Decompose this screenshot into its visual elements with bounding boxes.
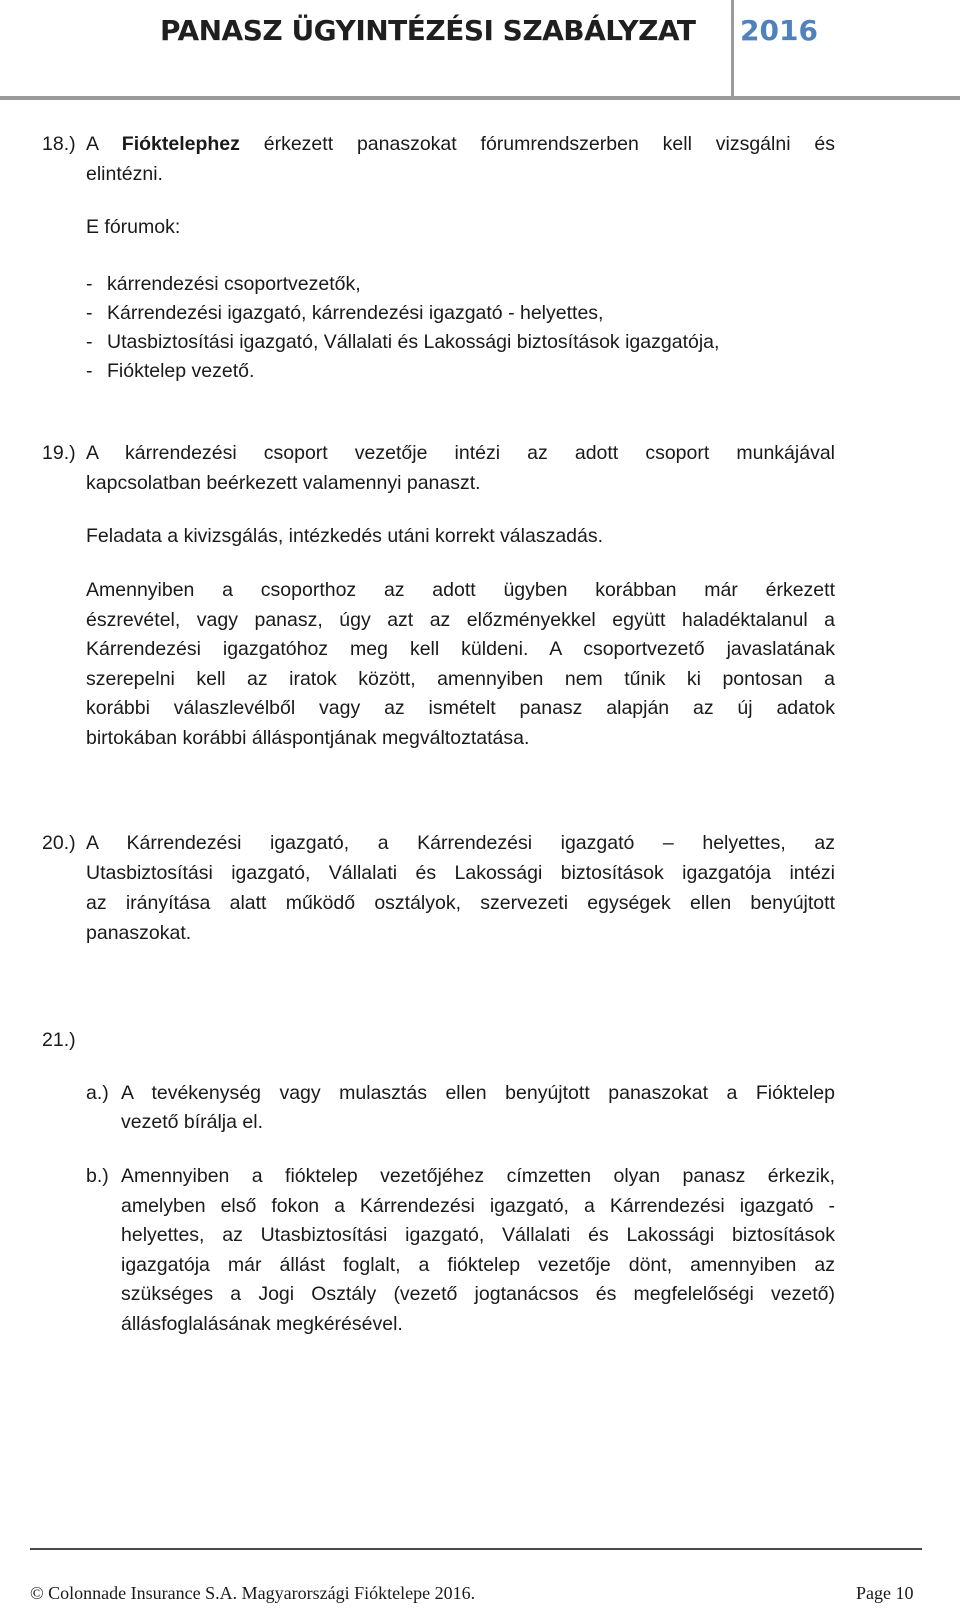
list-dash: -	[86, 273, 93, 295]
subitem-b-line: Amennyiben a fióktelep vezetőjéhez címzetten olyan panasz érkezik,	[121, 1165, 835, 1187]
subitem-b-line: szükséges a Jogi Osztály (vezető jogtanácsos és megfelelőségi vezető)	[121, 1283, 835, 1305]
section-20-line: A Kárrendezési igazgató, a Kárrendezési igazgató – helyettes, az	[86, 832, 835, 854]
forum-item: Kárrendezési igazgató, kárrendezési igazgató - helyettes,	[107, 302, 604, 324]
section-19-line-1: A kárrendezési csoport vezetője intézi az adott csoport munkájával	[86, 442, 835, 464]
list-dash: -	[86, 302, 93, 324]
page-number: Page 10	[856, 1583, 914, 1603]
subitem-a-label: a.)	[86, 1082, 109, 1104]
section-20-number: 20.)	[42, 832, 76, 854]
s18-bold-term: Fióktelephez	[121, 133, 240, 155]
section-19-p3-line: korábbi válaszlevélből vagy az ismételt panasz alapján az új adatok	[86, 697, 835, 719]
section-19-p3-line: Amennyiben a csoporthoz az adott ügyben korábban már érkezett	[86, 579, 835, 601]
section-19-line-2: kapcsolatban beérkezett valamennyi panaszt.	[86, 472, 481, 494]
section-18-line-1	[86, 130, 835, 160]
subitem-b-line: állásfoglalásának megkérésével.	[121, 1313, 403, 1335]
list-dash: -	[86, 360, 93, 382]
section-18-number: 18.)	[42, 133, 76, 155]
forum-item: Fióktelep vezető.	[107, 360, 255, 382]
section-19-p3-line: észrevétel, vagy panasz, úgy azt az előzményekkel együtt haladéktalanul a	[86, 609, 835, 631]
section-20-line: panaszokat.	[86, 922, 192, 944]
subitem-a-line: A tevékenység vagy mulasztás ellen benyújtott panaszokat a Fióktelep	[121, 1082, 835, 1104]
section-20-line: az irányítása alatt működő osztályok, szervezeti egységek ellen benyújtott	[86, 892, 835, 914]
section-19-p3-line: szerepelni kell az iratok között, amennyiben nem tűnik ki pontosan a	[86, 668, 835, 690]
forum-item: Utasbiztosítási igazgató, Vállalati és Lakossági biztosítások igazgatója,	[107, 331, 720, 353]
subitem-b-line: amelyben első fokon a Kárrendezési igazgató, a Kárrendezési igazgató -	[121, 1195, 835, 1217]
section-21-number: 21.)	[42, 1029, 76, 1051]
section-19-p3-line: Kárrendezési igazgatóhoz meg kell küldeni. A csoportvezető javaslatának	[86, 638, 835, 660]
s18-text-b: érkezett panaszokat fórumrendszerben kell vizsgálni és	[239, 133, 835, 155]
footer-divider	[30, 1548, 922, 1550]
document-year: 2016	[740, 14, 818, 47]
s18-text-a: A	[86, 133, 122, 155]
header-divider-horizontal	[0, 96, 960, 100]
subitem-b-line: igazgatója már állást foglalt, a fióktelep vezetője dönt, amennyiben az	[121, 1254, 835, 1276]
subitem-b-label: b.)	[86, 1165, 109, 1187]
document-title: PANASZ ÜGYINTÉZÉSI SZABÁLYZAT	[160, 14, 696, 47]
section-19-p3-line: birtokában korábbi álláspontjának megváltoztatása.	[86, 727, 530, 749]
list-dash: -	[86, 331, 93, 353]
section-18-line-2: elintézni.	[86, 163, 163, 185]
forum-item: kárrendezési csoportvezetők,	[107, 273, 361, 295]
section-19-paragraph-2: Feladata a kivizsgálás, intézkedés utáni korrekt válaszadás.	[86, 525, 604, 547]
subitem-a-line: vezető bírálja el.	[121, 1111, 263, 1133]
subitem-b-line: helyettes, az Utasbiztosítási igazgató, Vállalati és Lakossági biztosítások	[121, 1224, 835, 1246]
footer-copyright: © Colonnade Insurance S.A. Magyarországi Fióktelepe 2016.	[30, 1583, 476, 1603]
forum-intro: E fórumok:	[86, 216, 181, 238]
header-divider-vertical	[731, 0, 734, 97]
section-19-number: 19.)	[42, 442, 76, 464]
section-20-line: Utasbiztosítási igazgató, Vállalati és Lakossági biztosítások igazgatója intézi	[86, 862, 835, 884]
